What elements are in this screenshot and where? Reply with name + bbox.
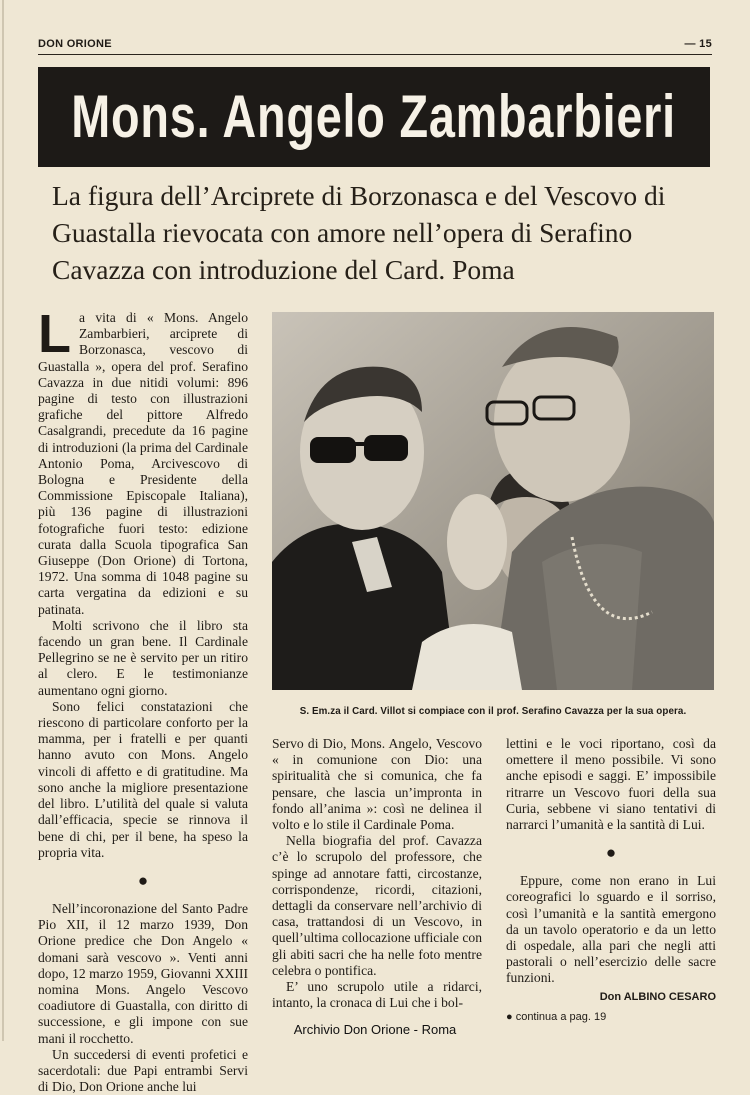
- section-bullet: ●: [137, 870, 149, 890]
- author-signature: Don ALBINO CESARO: [599, 990, 716, 1003]
- page-header: [38, 36, 712, 55]
- paragraph-intro: [38, 304, 248, 618]
- middle-column: [272, 736, 482, 1011]
- paragraph: Un succedersi di eventi profetici e sacerdotali: due Papi entrambi Servi di Dio, Don Orione anche lui: [38, 1046, 248, 1095]
- left-column: [38, 304, 248, 1095]
- paragraph: lettini e le voci riportano, così da omettere il meno possibile. Vi sono anche episodi e saggi. E’ impossibile ritrarre un Vescovo fuori della sua Curia, sebbene vi siano tentativi di narrarci l’umanità e la santità di Lui.: [506, 736, 716, 833]
- paragraph: Eppure, come non erano in Lui coreografici lo sguardo e il sorriso, così l’umanità e la santità emergono da un tavolo operatorio e da un letto di ospedale, alla pari che negli atti pastorali o nell’esercizio delle sacre funzioni.: [506, 873, 716, 986]
- paragraph: Nell’incoronazione del Santo Padre Pio XII, il 12 marzo 1939, Don Orione predice che Don Angelo « domani sarà vescovo ». Venti anni dopo, 12 marzo 1959, Giovanni XXIII nomina Mons. Angelo Vescovo coadiutore di Guastalla, con diritto di successione, e gli impone con sue mani il rocchetto.: [38, 900, 248, 1046]
- binding-edge: [2, 0, 4, 1041]
- paragraph: E’ uno scrupolo utile a ridarci, intanto, la cronaca di Lui che i bol-: [272, 979, 482, 1011]
- archive-footer: Archivio Don Orione - Roma: [293, 1022, 457, 1037]
- drop-cap: L: [38, 304, 71, 364]
- continued-notice: ● continua a pag. 19: [506, 1010, 607, 1023]
- paragraph: Nella biografia del prof. Cavazza c’è lo scrupolo del professore, che spinge ad annotare fatti, circostanze, corrispondenze, ricordi, citazioni, dettagli da conservare nell’archivio di casa, trattandosi di un Vescovo, in quell’ultima collocazione ufficiale con gli abiti sacri che ha nelle foto mentre celebra o pontifica.: [272, 833, 482, 978]
- paragraph: Sono felici constatazioni che riescono di particolare conforto per la mamma, per i fratelli e per quanti hanno avuto con Mons. Angelo vincoli di affetto e di gratitudine. Ma sono anche la migliore presentazione del libro. L’utilità del quale si valuta dall’efficacia, specie se rinnova il bene di chi, per il bene, ha speso la propria vita.: [38, 698, 248, 860]
- section-bullet: ●: [605, 843, 617, 863]
- article-subtitle: La figura dell’Arciprete di Borzonasca e del Vescovo di Guastalla rievocata con amore nell’opera di Serafino Cavazza con introduzione del Card. Poma: [52, 180, 666, 285]
- article-title: Mons. Angelo Zambarbieri: [71, 83, 677, 150]
- right-column: [506, 736, 716, 1025]
- title-band: [38, 67, 710, 167]
- photo-illustration: [272, 312, 714, 690]
- intro-text: a vita di « Mons. Angelo Zambarbieri, arciprete di Borzonasca, vescovo di Guastalla », opera del prof. Serafino Cavazza in due nitidi volumi: 896 pagine di testo con illustrazioni grafiche del pittore Alfredo Casalgrandi, precedute da 16 pagine di introduzioni (la prima del Cardinale Antonio Poma, Arcivescovo di Bologna e Presidente della Commissione Episcopale Italiana), più 136 pagine di illustrazioni fotografiche fuori testo: edizione curata dalla Scuola tipografica San Giuseppe (Don Orione) di Tortona, 1972. Una somma di 1048 pagine su carta vergatina da edizioni e su patinata.: [38, 310, 248, 617]
- page-number: — 15: [684, 38, 712, 50]
- magazine-name: DON ORIONE: [38, 38, 112, 50]
- photo-caption: S. Em.za il Card. Villot si compiace con il prof. Serafino Cavazza per la sua opera.: [299, 706, 687, 717]
- article-photo: [272, 312, 714, 690]
- paragraph: Molti scrivono che il libro sta facendo un gran bene. Il Cardinale Pellegrino se ne è servito per un ritiro al clero. E le testimonianze aumentano ogni giorno.: [38, 617, 248, 698]
- paragraph: Servo di Dio, Mons. Angelo, Vescovo « in comunione con Dio: una spiritualità che si comunica, che fa pensare, che lascia un’impronta in fondo all’anima »: così ne delinea il volto e lo stile il Cardinale Poma.: [272, 736, 482, 833]
